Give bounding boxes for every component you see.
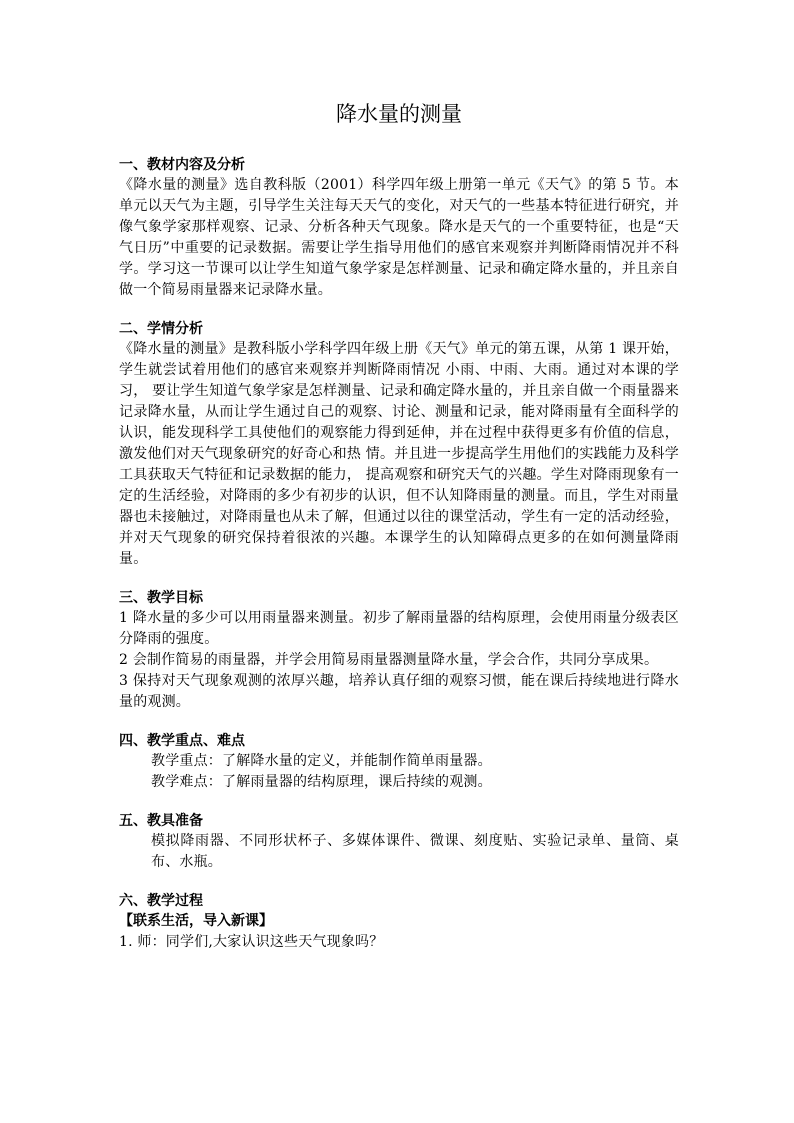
section-key-points xyxy=(119,732,679,793)
section-student-analysis xyxy=(119,320,679,570)
goal-item: 2 会制作简易的雨量器，并学会用简易雨量器测量降水量，学会合作，共同分享成果。 xyxy=(119,652,659,668)
goal-item: 1 降水量的多少可以用雨量器来测量。初步了解雨量器的结构原理，会使用雨量分级表区分降雨的强度。 xyxy=(119,610,679,647)
paragraph: 1. 师：同学们,大家认识这些天气现象吗？ xyxy=(119,934,384,950)
subsection-heading: 【联系生活，导入新课】 xyxy=(119,913,273,929)
document-title: 降水量的测量 xyxy=(336,102,462,126)
document-page xyxy=(119,100,679,963)
section-teaching-process xyxy=(119,892,679,953)
key-point: 教学重点：了解降水量的定义，并能制作简单雨量器。 xyxy=(151,753,492,769)
section-materials-analysis xyxy=(119,156,679,301)
section-heading: 二、学情分析 xyxy=(119,321,203,337)
section-heading: 六、教学过程 xyxy=(119,893,203,909)
section-heading: 一、教材内容及分析 xyxy=(119,157,245,173)
goal-item: 3 保持对天气现象观测的浓厚兴趣，培养认真仔细的观察习惯，能在课后持续地进行降水量的观测。 xyxy=(119,673,679,710)
difficult-point: 教学难点：了解雨量器的结构原理，课后持续的观测。 xyxy=(151,774,492,790)
section-teaching-goals xyxy=(119,589,679,713)
section-heading: 三、教学目标 xyxy=(119,590,203,606)
section-heading: 四、教学重点、难点 xyxy=(119,733,245,749)
section-heading: 五、教具准备 xyxy=(119,813,203,829)
paragraph: 《降水量的测量》选自教科版（2001）科学四年级上册第一单元《天气》的第 5 节。本单元以天气为主题，引导学生关注每天天气的变化，对天气的一些基本特征进行研究，并像气象学家那样观察、记录、分析各种天气现象。降水是天气的一个重要特征，也是“天气日历”中重要的记录数据。需要让学生指导用他们的感官来观察并判断降雨情况并不科学。学习这一节课可以让学生知道气象学家是怎样测量、记录和确定降水量的，并且亲自做一个简易雨量器来记录降水量。 xyxy=(119,177,679,298)
paragraph: 《降水量的测量》是教科版小学科学四年级上册《天气》单元的第五课，从第 1 课开始，学生就尝试着用他们的感官来观察并判断降雨情况 小雨、中雨、大雨。通过对本课的学习， 要让学生知道气象学家是怎样测量、记录和确定降水量的，并且亲自做一个雨量器来记录降水量，从而让学生通过自己的观察、讨论、测量和记录，能对降雨量有全面科学的认识，能发现科学工具使他们的观察能力得到延伸，并在过程中获得更多有价值的信息，激发他们对天气现象研究的好奇心和热 情。并且进一步提高学生用他们的实践能力及科学工具获取天气特征和记录数据的能力， 提高观察和研究天气的兴趣。学生对降雨现象有一定的生活经验，对降雨的多少有初步的认识，但不认知降雨量的测量。而且，学生对雨量器也未接触过，对降雨量也从未了解，但通过以往的课堂活动，学生有一定的活动经验，并对天气现象的研究保持着很浓的兴趣。本课学生的认知障碍点更多的在如何测量降雨量。 xyxy=(119,341,679,567)
aids-list: 模拟降雨器、不同形状杯子、多媒体课件、微课、刻度贴、实验记录单、量筒、桌布、水瓶。 xyxy=(151,833,679,870)
section-teaching-aids xyxy=(119,812,679,873)
